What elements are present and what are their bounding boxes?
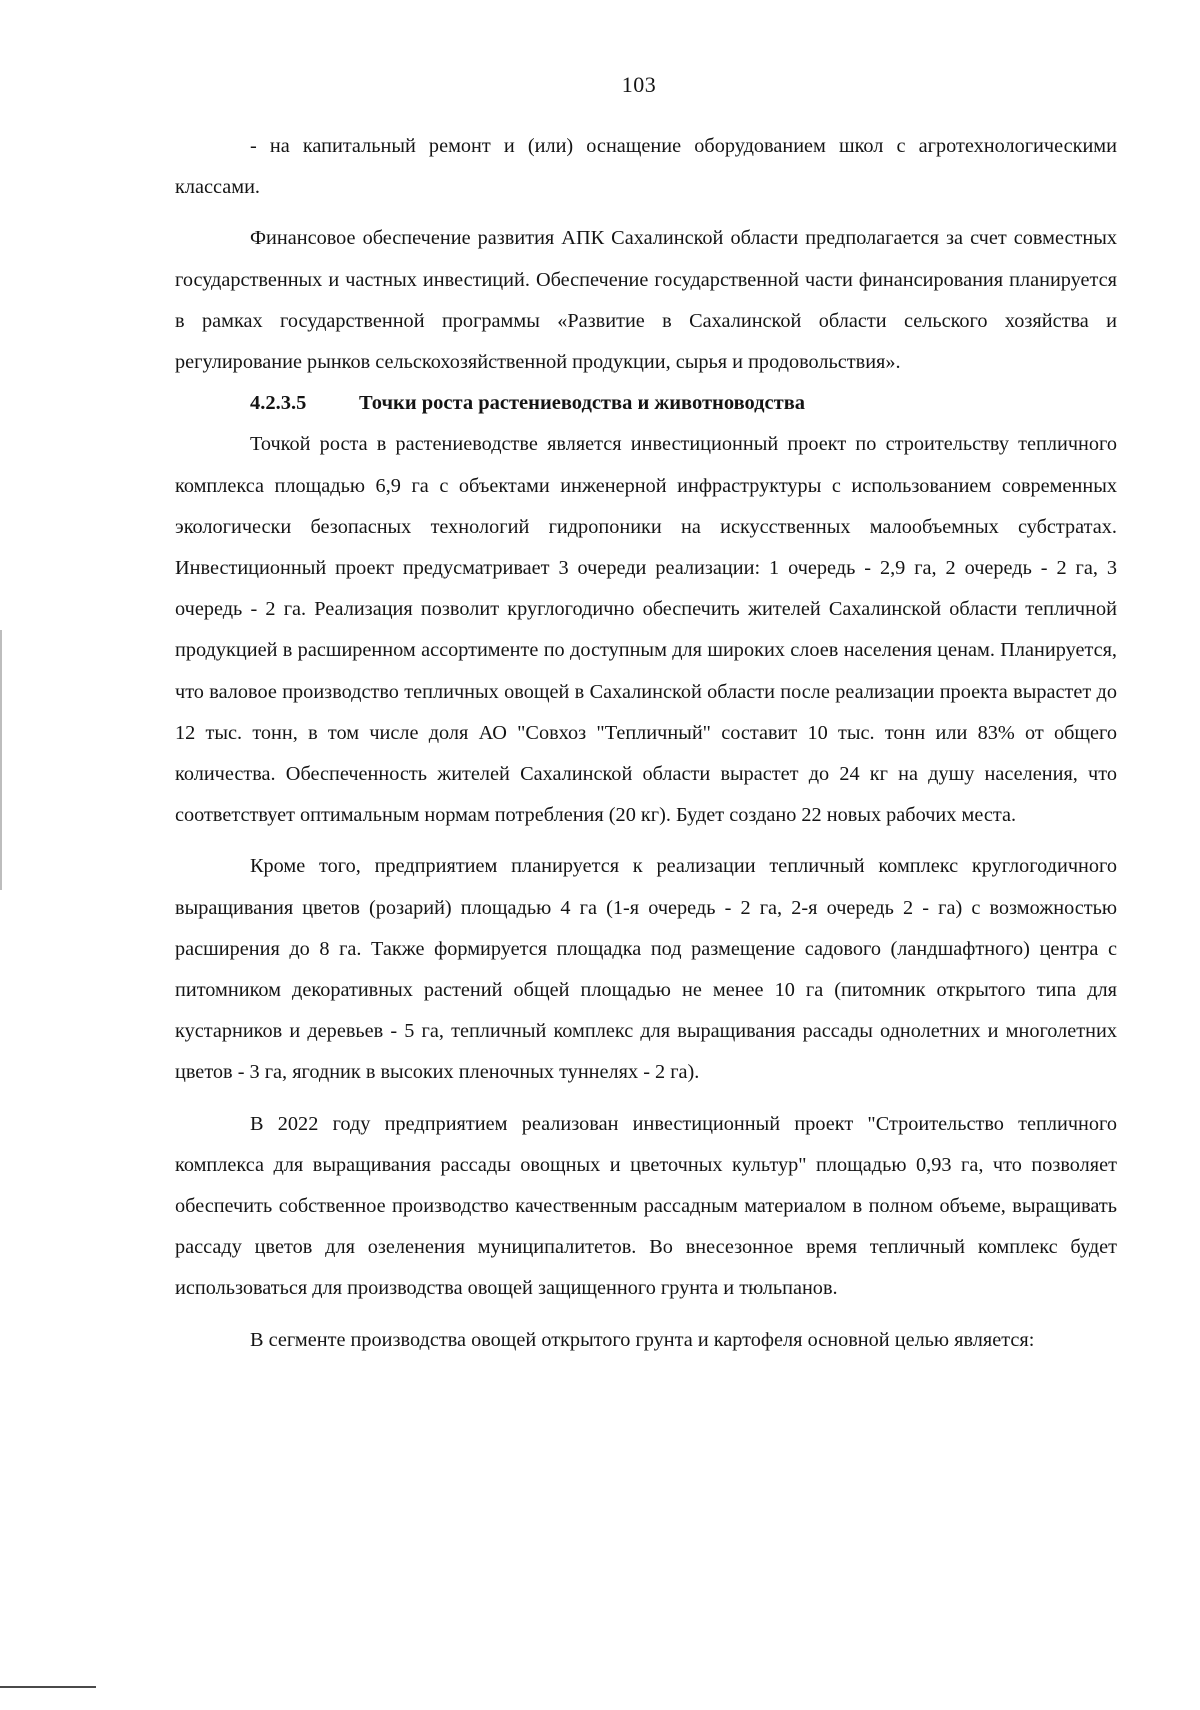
- section-heading: [175, 383, 1117, 424]
- page-number: 103: [621, 72, 657, 97]
- section-title: Точки роста растениеводства и животноводства: [359, 392, 806, 415]
- paragraph-rosarium: Кроме того, предприятием планируется к реализации тепличный комплекс круглогодичного выращивания цветов (розарий) площадью 4 га (1-я очередь - 2 га, 2-я очередь 2 - га) с возможностью расширения до 8 га. Также формируется площадка под размещение садового (ландшафтного) центра с питомником декоративных растений общей площадью не менее 10 га (питомник открытого типа для кустарников и деревьев - 5 га, тепличный комплекс для выращивания рассады однолетних и многолетних цветов - 3 га, ягодник в высоких пленочных туннелях - 2 га).: [175, 855, 1117, 1084]
- footer-rule: [0, 1686, 96, 1688]
- scan-edge-mark: [0, 630, 2, 890]
- paragraph-financing: Финансовое обеспечение развития АПК Сахалинской области предполагается за счет совместных государственных и частных инвестиций. Обеспечение государственной части финансирования планируется в рамках государственной программы «Развитие в Сахалинской области сельского хозяйства и регулирование рынков сельскохозяйственной продукции, сырья и продовольствия».: [175, 227, 1117, 374]
- paragraph-seedling-complex: В 2022 году предприятием реализован инвестиционный проект "Строительство тепличного комплекса для выращивания рассады овощных и цветочных культур" площадью 0,93 га, что позволяет обеспечить собственное производство качественным рассадным материалом в полном объеме, выращивать рассаду цветов для озеленения муниципалитетов. Во внесезонное время тепличный комплекс будет использоваться для производства овощей защищенного грунта и тюльпанов.: [175, 1112, 1117, 1300]
- document-body: [175, 126, 1117, 1361]
- paragraph-greenhouse-project: Точкой роста в растениеводстве является инвестиционный проект по строительству тепличного комплекса площадью 6,9 га с объектами инженерной инфраструктуры с использованием современных экологически безопасных технологий гидропоники на искусственных малообъемных субстратах. Инвестиционный проект предусматривает 3 очереди реализации: 1 очередь - 2,9 га, 2 очередь - 2 га, 3 очередь - 2 га. Реализация позволит круглогодично обеспечить жителей Сахалинской области тепличной продукцией в расширенном ассортименте по доступным для широких слоев населения ценам. Планируется, что валовое производство тепличных овощей в Сахалинской области после реализации проекта вырастет до 12 тыс. тонн, в том числе доля АО "Совхоз "Тепличный" составит 10 тыс. тонн или 83% от общего количества. Обеспеченность жителей Сахалинской области вырастет до 24 кг на душу населения, что соответствует оптимальным нормам потребления (20 кг). Будет создано 22 новых рабочих места.: [175, 433, 1117, 827]
- section-number: 4.2.3.5: [250, 392, 307, 415]
- bullet-item: - на капитальный ремонт и (или) оснащение оборудованием школ с агротехнологическими классами.: [175, 135, 1117, 199]
- paragraph-open-ground: В сегменте производства овощей открытого грунта и картофеля основной целью является:: [250, 1328, 1035, 1351]
